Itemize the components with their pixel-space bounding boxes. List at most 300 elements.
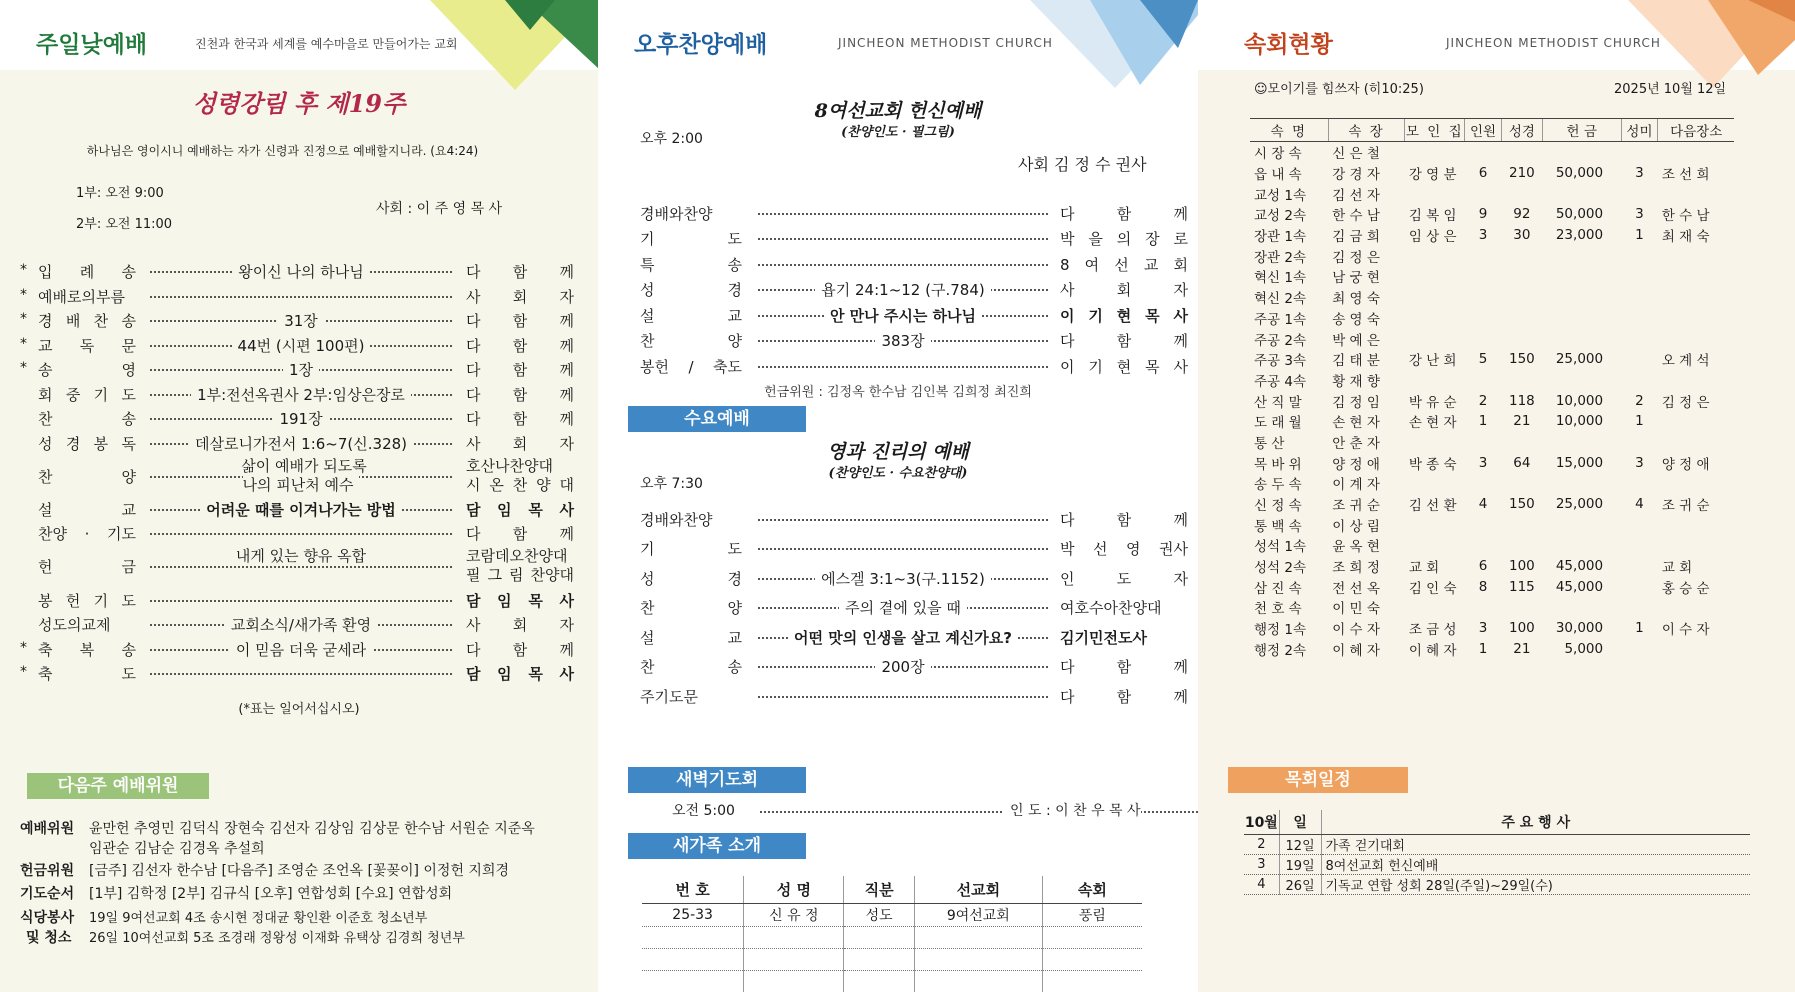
cell-value: 손 현 자 bbox=[1332, 415, 1380, 432]
cell-value: 150 bbox=[1509, 351, 1535, 368]
new-family-row bbox=[642, 971, 1142, 992]
cell-value bbox=[1658, 287, 1734, 308]
cell-value bbox=[1542, 370, 1621, 391]
new-family-cell: 신 유 정 bbox=[744, 904, 844, 927]
worship-line-2: 임관순 김남순 김경옥 추설희 bbox=[89, 841, 265, 857]
cell-value: 210 bbox=[1509, 165, 1535, 182]
order-star: * bbox=[20, 262, 27, 279]
cell-value: 박 유 순 bbox=[1408, 394, 1457, 411]
schedule-row bbox=[1244, 855, 1750, 875]
cell-value bbox=[1405, 473, 1465, 494]
cell-value: 혁신 2속 bbox=[1254, 291, 1307, 308]
cell-value: 3 bbox=[1478, 620, 1488, 637]
cell-value bbox=[1465, 183, 1502, 204]
cell-value: 양 정 애 bbox=[1332, 456, 1380, 473]
cell-row bbox=[1250, 535, 1734, 556]
schedule-cell: 19일 bbox=[1279, 855, 1321, 875]
dawn-time: 오전 5:00 bbox=[672, 803, 735, 819]
cell-value bbox=[1405, 308, 1465, 329]
cell-value: 혁신 1속 bbox=[1254, 270, 1307, 287]
cell-value: 행정 1속 bbox=[1254, 622, 1307, 639]
service-time-1: 1부: 오전 9:00 bbox=[76, 186, 164, 201]
cell-value bbox=[1501, 142, 1542, 163]
cell-value bbox=[1658, 183, 1734, 204]
cell-value bbox=[1465, 473, 1502, 494]
order-leader-dots bbox=[758, 213, 1048, 215]
cell-value: 목 바 위 bbox=[1254, 456, 1302, 473]
cell-value bbox=[1658, 473, 1734, 494]
order-item-performer: 인 도 자 bbox=[1056, 568, 1188, 589]
service-time-2: 2부: 오전 11:00 bbox=[76, 217, 173, 232]
order-item-performer: 다 함 께 bbox=[462, 408, 574, 429]
cell-row bbox=[1250, 473, 1734, 494]
order-item-performer: 다 함 께 bbox=[462, 359, 574, 380]
cell-verse: ☺모이기를 힘쓰자 (히10:25) bbox=[1254, 82, 1424, 97]
order-leader-dots bbox=[150, 271, 452, 273]
cell-value: 강 경 자 bbox=[1332, 167, 1380, 184]
cell-row bbox=[1250, 245, 1734, 266]
order-leader-dots bbox=[758, 519, 1048, 521]
order-content-text: 데살로니가전서 1:6~7(신.328) bbox=[189, 435, 413, 453]
new-family-table bbox=[642, 876, 1142, 992]
cell-value: 양 정 애 bbox=[1661, 456, 1710, 473]
schedule-cell: 12일 bbox=[1279, 835, 1321, 855]
cell-value: 김 선 자 bbox=[1332, 187, 1380, 204]
cell-value: 최 재 숙 bbox=[1661, 229, 1710, 246]
cell-value bbox=[1542, 266, 1621, 287]
schedule-cell: 가족 걷기대회 bbox=[1321, 835, 1750, 855]
cell-row bbox=[1250, 597, 1734, 618]
wednesday-title: 영과 진리의 예배 bbox=[827, 441, 969, 463]
cell-value: 삼 진 속 bbox=[1254, 580, 1302, 597]
order-leader-dots bbox=[150, 320, 452, 322]
order-item-name: 경배와찬양 bbox=[640, 510, 713, 529]
cell-value bbox=[1465, 308, 1502, 329]
cell-row bbox=[1250, 576, 1734, 597]
worship-label: 예배위원 bbox=[20, 821, 75, 837]
cell-value bbox=[1621, 266, 1658, 287]
order-item-performer: 다 함 께 bbox=[462, 261, 574, 282]
order-content-text: 교회소식/새가족 환영 bbox=[225, 616, 377, 634]
order-item-performer: 다 함 께 bbox=[1056, 509, 1188, 530]
cell-value: 21 bbox=[1513, 640, 1531, 657]
schedule-header: 10월 bbox=[1244, 810, 1279, 835]
prayer-line: [1부] 김학정 [2부] 김규식 [오후] 연합성회 [수요] 연합성회 bbox=[89, 886, 453, 902]
cell-value bbox=[1501, 266, 1542, 287]
service-host: 사회 : 이 주 영 목 사 bbox=[376, 201, 503, 217]
cell-value bbox=[1621, 576, 1658, 597]
cell-value: 성석 2속 bbox=[1254, 560, 1307, 577]
cell-value: 주공 1속 bbox=[1254, 311, 1307, 328]
cell-value bbox=[1501, 245, 1542, 266]
cell-value: 23,000 bbox=[1555, 227, 1604, 244]
new-family-cell: 25-33 bbox=[642, 904, 744, 927]
order-content-text: 이 믿음 더욱 굳세라 bbox=[230, 641, 372, 659]
cell-value bbox=[1465, 328, 1502, 349]
schedule-cell: 4 bbox=[1244, 875, 1279, 895]
new-family-header-row bbox=[642, 876, 1142, 904]
cell-value: 조 선 희 bbox=[1661, 167, 1710, 184]
cell-value: 손 현 자 bbox=[1408, 415, 1457, 432]
cell-value: 행정 2속 bbox=[1254, 642, 1307, 659]
schedule-row bbox=[1244, 835, 1750, 855]
new-family-header-cell: 직분 bbox=[844, 876, 914, 904]
order-item-name: 찬 양 bbox=[640, 332, 742, 351]
cell-value bbox=[1405, 597, 1465, 618]
cell-value: 3 bbox=[1635, 165, 1644, 182]
order-item-name: 기 도 bbox=[640, 540, 742, 559]
order-leader-dots bbox=[150, 600, 452, 602]
cell-header: 헌 금 bbox=[1542, 119, 1621, 142]
order-content-text: 안 만나 주시는 하나님 bbox=[824, 307, 982, 325]
cell-value bbox=[1658, 308, 1734, 329]
order-item-name: 성 경 bbox=[640, 281, 742, 300]
order-item-name: 헌 금 bbox=[38, 558, 136, 577]
order-item-performer: 이 기 현 목 사 bbox=[1056, 305, 1188, 326]
order-leader-dots bbox=[150, 509, 452, 511]
cell-value: 통 산 bbox=[1254, 435, 1285, 452]
order-leader-dots bbox=[758, 666, 1048, 668]
cell-value bbox=[1621, 183, 1658, 204]
order-item-performer: 사 회 자 bbox=[462, 433, 574, 454]
cell-row bbox=[1250, 370, 1734, 391]
order-item-performer: 박 선 영 권사 bbox=[1056, 538, 1188, 559]
cell-value: 이 혜 자 bbox=[1408, 642, 1457, 659]
cell-value: 천 호 속 bbox=[1254, 601, 1302, 618]
afternoon-subtitle: (찬양인도 · 필그림) bbox=[841, 125, 955, 140]
cell-header: 속 장 bbox=[1328, 119, 1405, 142]
cell-value bbox=[1465, 266, 1502, 287]
cell-value: 교성 1속 bbox=[1254, 187, 1307, 204]
cell-value: 송 영 숙 bbox=[1332, 311, 1380, 328]
schedule-header-row bbox=[1244, 810, 1750, 835]
next-week-committee-label: 다음주 예배위원 bbox=[27, 773, 209, 799]
cell-value: 송 두 속 bbox=[1254, 477, 1302, 494]
cell-value: 이 수 자 bbox=[1332, 622, 1380, 639]
new-family-cell bbox=[642, 927, 744, 949]
new-family-cell: 풍림 bbox=[1042, 904, 1142, 927]
order-star: * bbox=[20, 335, 27, 352]
order-item-performer: 사 회 자 bbox=[1056, 279, 1188, 300]
cell-value: 장관 2속 bbox=[1254, 249, 1307, 266]
order-item-name: 설 교 bbox=[640, 628, 742, 647]
cell-value: 김 정 은 bbox=[1661, 394, 1710, 411]
order-item-performer: 김기민전도사 bbox=[1056, 627, 1188, 648]
cell-value bbox=[1465, 287, 1502, 308]
cell-value: 5,000 bbox=[1564, 640, 1604, 657]
cell-value bbox=[1621, 245, 1658, 266]
cell-value: 10,000 bbox=[1555, 413, 1604, 430]
order-leader-dots bbox=[758, 366, 1048, 368]
schedule-cell: 26일 bbox=[1279, 875, 1321, 895]
new-family-header-cell: 성 명 bbox=[744, 876, 844, 904]
cell-value bbox=[1501, 370, 1542, 391]
order-leader-dots bbox=[758, 315, 1048, 317]
cell-value bbox=[1658, 597, 1734, 618]
new-family-cell bbox=[744, 971, 844, 992]
new-family-cell bbox=[844, 971, 914, 992]
cell-value bbox=[1405, 535, 1465, 556]
order-item-name: 경 배 찬 송 bbox=[38, 312, 136, 331]
meal-line-2: 26일 10여선교회 5조 조경래 정왕성 이재화 유택상 김경희 청년부 bbox=[89, 931, 465, 946]
cell-value: 2 bbox=[1478, 392, 1488, 409]
new-family-header-cell: 선교회 bbox=[914, 876, 1042, 904]
cell-value bbox=[1542, 473, 1621, 494]
cell-value: 김 복 임 bbox=[1408, 208, 1457, 225]
order-leader-dots bbox=[150, 418, 452, 420]
new-family-cell bbox=[642, 971, 744, 992]
afternoon-time: 오후 2:00 bbox=[640, 131, 703, 147]
cell-value: 산 직 말 bbox=[1254, 394, 1302, 411]
cell-row bbox=[1250, 494, 1734, 515]
order-leader-dots bbox=[758, 264, 1048, 266]
dawn-prayer-label: 새벽기도회 bbox=[628, 767, 806, 793]
cell-value: 김 금 희 bbox=[1332, 229, 1380, 246]
header-title: 주일낮예배 bbox=[36, 32, 148, 58]
sunday-service-panel bbox=[0, 0, 598, 992]
order-item-performer: 호산나찬양대 시 온 찬 양 대 bbox=[462, 457, 574, 495]
cell-row bbox=[1250, 225, 1734, 246]
order-item-name: 설 교 bbox=[38, 500, 136, 519]
cell-value: 21 bbox=[1513, 413, 1531, 430]
cell-value: 조 희 정 bbox=[1332, 560, 1380, 577]
schedule-cell: 3 bbox=[1244, 855, 1279, 875]
order-item-performer: 담 임 목 사 bbox=[462, 590, 574, 611]
cell-value bbox=[1621, 514, 1658, 535]
cell-value bbox=[1542, 245, 1621, 266]
cell-value: 김 인 숙 bbox=[1408, 580, 1457, 597]
cell-value bbox=[1658, 639, 1734, 660]
cell-header: 모 인 집 bbox=[1405, 119, 1465, 142]
cell-value: 이 상 림 bbox=[1332, 518, 1380, 535]
order-item-name: 찬양 · 기도 bbox=[38, 525, 136, 544]
cell-value bbox=[1542, 432, 1621, 453]
cell-value: 3 bbox=[1478, 454, 1488, 471]
order-item-performer: 다 함 께 bbox=[1056, 656, 1188, 677]
cell-value: 3 bbox=[1635, 206, 1644, 223]
cell-value bbox=[1621, 308, 1658, 329]
cell-header: 성경 bbox=[1501, 119, 1542, 142]
cell-value bbox=[1542, 514, 1621, 535]
cell-value bbox=[1501, 183, 1542, 204]
cell-value: 김 정 임 bbox=[1332, 394, 1380, 411]
header-subtitle: JINCHEON METHODIST CHURCH bbox=[838, 36, 1053, 50]
order-item-performer: 사 회 자 bbox=[462, 614, 574, 635]
standing-note: (*표는 일어서십시오) bbox=[238, 702, 360, 717]
header-title: 속회현황 bbox=[1244, 32, 1333, 58]
cell-value: 4 bbox=[1635, 496, 1644, 513]
cell-value: 100 bbox=[1509, 558, 1535, 575]
cell-header: 인원 bbox=[1465, 119, 1502, 142]
order-item-name: 축 도 bbox=[38, 665, 136, 684]
new-family-cell bbox=[744, 949, 844, 971]
cell-value bbox=[1465, 432, 1502, 453]
schedule-header: 주 요 행 사 bbox=[1321, 810, 1750, 835]
new-family-header-cell: 번 호 bbox=[642, 876, 744, 904]
cell-value bbox=[1405, 245, 1465, 266]
cell-value: 3 bbox=[1635, 454, 1644, 471]
cell-row bbox=[1250, 514, 1734, 535]
header-subtitle: 진천과 한국과 세계를 예수마을로 만들어가는 교회 bbox=[195, 37, 458, 51]
cell-value bbox=[1621, 535, 1658, 556]
new-family-cell bbox=[914, 927, 1042, 949]
cell-value bbox=[1658, 266, 1734, 287]
cell-value: 이 혜 자 bbox=[1332, 642, 1380, 659]
order-content-text: 왕이신 나의 하나님 bbox=[232, 263, 369, 281]
prayer-label: 기도순서 bbox=[20, 886, 75, 902]
order-item-performer: 다 함 께 bbox=[462, 523, 574, 544]
order-star: * bbox=[20, 360, 27, 377]
cell-value bbox=[1542, 308, 1621, 329]
cell-value bbox=[1465, 597, 1502, 618]
order-item-name: 예배로의부름 bbox=[38, 287, 125, 306]
cell-value: 전 선 옥 bbox=[1332, 580, 1380, 597]
cell-value bbox=[1501, 597, 1542, 618]
cell-row bbox=[1250, 556, 1734, 577]
schedule-header: 일 bbox=[1279, 810, 1321, 835]
cell-value: 115 bbox=[1509, 578, 1535, 595]
cell-value bbox=[1621, 473, 1658, 494]
cell-value bbox=[1465, 142, 1502, 163]
order-leader-dots bbox=[150, 345, 452, 347]
cell-value bbox=[1658, 432, 1734, 453]
cell-row bbox=[1250, 308, 1734, 329]
cell-value: 임 상 은 bbox=[1408, 229, 1457, 246]
order-item-performer: 다 함 께 bbox=[1056, 203, 1188, 224]
cell-row bbox=[1250, 142, 1734, 163]
cell-value: 4 bbox=[1478, 496, 1488, 513]
cell-row bbox=[1250, 618, 1734, 639]
order-leader-dots bbox=[758, 607, 1048, 609]
new-family-cell bbox=[914, 949, 1042, 971]
cell-row bbox=[1250, 204, 1734, 225]
cell-value: 신 정 속 bbox=[1254, 498, 1302, 515]
order-item-name: 찬 양 bbox=[38, 467, 136, 486]
cell-value: 주공 2속 bbox=[1254, 332, 1307, 349]
order-content-text: 200장 bbox=[875, 658, 930, 676]
cell-value bbox=[1621, 597, 1658, 618]
cell-value: 한 수 남 bbox=[1332, 208, 1380, 225]
order-item-name: 입 례 송 bbox=[38, 263, 136, 282]
cell-value bbox=[1621, 432, 1658, 453]
cell-value: 도 래 월 bbox=[1254, 415, 1302, 432]
order-item-performer: 담 임 목 사 bbox=[462, 663, 574, 684]
cell-value: 45,000 bbox=[1555, 578, 1604, 595]
cell-value: 장관 1속 bbox=[1254, 229, 1307, 246]
schedule-cell: 8여선교회 헌신예배 bbox=[1321, 855, 1750, 875]
cell-value: 오 계 석 bbox=[1661, 353, 1710, 370]
order-item-content bbox=[150, 547, 452, 566]
report-date: 2025년 10월 12일 bbox=[1614, 82, 1727, 97]
schedule-table bbox=[1244, 810, 1750, 895]
cell-value bbox=[1621, 639, 1658, 660]
cell-value: 9 bbox=[1478, 206, 1488, 223]
new-family-label: 새가족 소개 bbox=[628, 833, 806, 859]
cell-value bbox=[1465, 535, 1502, 556]
new-family-cell bbox=[1042, 949, 1142, 971]
cell-value: 15,000 bbox=[1555, 454, 1604, 471]
offering-line: [금주] 김선자 한수남 [다음주] 조영순 조언옥 [꽃꽂이] 이정헌 지희경 bbox=[89, 863, 509, 879]
cell-value: 1 bbox=[1635, 413, 1644, 430]
cell-value bbox=[1542, 183, 1621, 204]
theme-verse: 하나님은 영이시니 예배하는 자가 신령과 진정으로 예배할지니라. (요4:24) bbox=[86, 144, 479, 158]
cell-value: 강 난 희 bbox=[1408, 353, 1457, 370]
cell-value: 이 민 숙 bbox=[1332, 601, 1380, 618]
cell-row bbox=[1250, 328, 1734, 349]
cell-row bbox=[1250, 287, 1734, 308]
cell-value: 교성 2속 bbox=[1254, 208, 1307, 225]
order-item-name: 특 송 bbox=[640, 255, 742, 274]
afternoon-offering: 헌금위원 : 김정옥 한수남 김인복 김희정 최진희 bbox=[764, 385, 1032, 400]
cell-row bbox=[1250, 163, 1734, 184]
cell-report-table bbox=[1250, 118, 1734, 659]
cell-value bbox=[1501, 287, 1542, 308]
afternoon-title: 8여선교회 헌신예배 bbox=[814, 100, 982, 122]
cell-value: 6 bbox=[1478, 165, 1488, 182]
afternoon-service-panel bbox=[598, 0, 1198, 992]
order-content-text: 욥기 24:1~12 (구.784) bbox=[815, 281, 990, 299]
cell-value: 이 수 자 bbox=[1661, 622, 1710, 639]
cell-value: 박 예 은 bbox=[1332, 332, 1380, 349]
cell-header: 다음장소 bbox=[1658, 119, 1734, 142]
order-item-performer: 다 함 께 bbox=[462, 335, 574, 356]
order-content-text: 어려운 때를 이겨나가는 방법 bbox=[200, 501, 402, 519]
order-item-name: 성도의교제 bbox=[38, 616, 111, 635]
cell-value bbox=[1465, 370, 1502, 391]
new-family-cell: 성도 bbox=[844, 904, 914, 927]
cell-value: 150 bbox=[1509, 496, 1535, 513]
cell-value: 남 궁 현 bbox=[1332, 270, 1380, 287]
order-star: * bbox=[20, 639, 27, 656]
order-item-performer: 담 임 목 사 bbox=[462, 499, 574, 520]
cell-value: 50,000 bbox=[1555, 206, 1604, 223]
order-content-text: 어떤 맛의 인생을 살고 계신가요? bbox=[788, 629, 1018, 647]
new-family-cell bbox=[844, 949, 914, 971]
cell-value: 김 선 환 bbox=[1408, 498, 1457, 515]
order-leader-dots bbox=[758, 696, 1048, 698]
cell-value: 1 bbox=[1635, 620, 1644, 637]
pastoral-schedule-label: 목회일정 bbox=[1228, 767, 1408, 793]
cell-value: 주공 3속 bbox=[1254, 353, 1307, 370]
cell-value bbox=[1501, 535, 1542, 556]
cell-header-row bbox=[1250, 119, 1734, 142]
order-item-name: 주기도문 bbox=[640, 687, 698, 706]
cell-value bbox=[1621, 349, 1658, 370]
new-family-cell bbox=[642, 949, 744, 971]
cell-value: 30,000 bbox=[1555, 620, 1604, 637]
order-item-performer: 다 함 께 bbox=[462, 639, 574, 660]
cell-header: 성미 bbox=[1621, 119, 1658, 142]
cell-value bbox=[1501, 432, 1542, 453]
cell-value bbox=[1658, 142, 1734, 163]
order-content-text: 에스겔 3:1~3(구.1152) bbox=[815, 570, 991, 588]
meal-label-1: 식당봉사 bbox=[20, 910, 75, 926]
cell-value bbox=[1621, 370, 1658, 391]
order-leader-dots bbox=[150, 624, 452, 626]
order-content-text: 44번 (시편 100편) bbox=[232, 337, 371, 355]
cell-value bbox=[1405, 432, 1465, 453]
cell-value: 읍 내 속 bbox=[1254, 167, 1302, 184]
order-item-name: 교 독 문 bbox=[38, 336, 136, 355]
cell-group-panel bbox=[1198, 0, 1795, 992]
order-leader-dots bbox=[150, 443, 452, 445]
offering-label: 헌금위원 bbox=[20, 863, 75, 879]
cell-row bbox=[1250, 452, 1734, 473]
order-content-text: 주의 곁에 있을 때 bbox=[839, 599, 967, 617]
cell-value: 김 정 은 bbox=[1332, 249, 1380, 266]
new-family-cell bbox=[744, 927, 844, 949]
new-family-row bbox=[642, 949, 1142, 971]
